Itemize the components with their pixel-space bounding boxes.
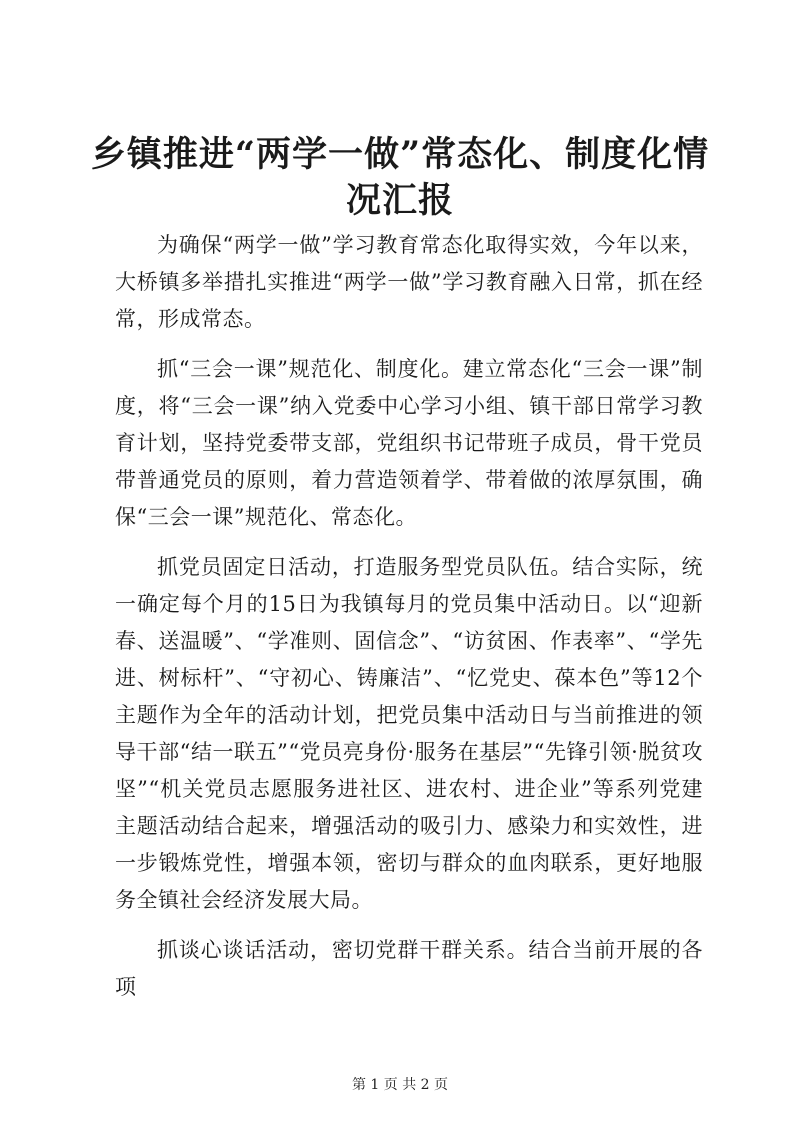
paragraph-intro: 为确保“两学一做”学习教育常态化取得实效，今年以来，大桥镇多举措扎实推进“两学一做”学习教育融入日常，抓在经常，形成常态。 (115, 233, 703, 331)
document-title: 乡镇推进“两学一做”常态化、制度化情况汇报 (90, 134, 710, 221)
paragraph-three-meetings: 抓“三会一课”规范化、制度化。建立常态化“三会一课”制度，将“三会一课”纳入党委中心学习小组、镇干部日常学习教育计划，坚持党委带支部，党组织书记带班子成员，骨干党员带普通党员的原则，着力营造领着学、带着做的浓厚氛围，确保“三会一课”规范化、常态化。 (115, 357, 703, 529)
paragraph-party-day: 抓党员固定日活动，打造服务型党员队伍。结合实际，统一确定每个月的15日为我镇每月的党员集中活动日。以“迎新春、送温暖”、“学准则、固信念”、“访贫困、作表率”、“学先进、树标杆”、“守初心、铸廉洁”、“忆党史、葆本色”等12个主题作为全年的活动计划，把党员集中活动日与当前推进的领导干部“结一联五”“党员亮身份·服务在基层”“先锋引领·脱贫攻坚”“机关党员志愿服务进社区、进农村、进企业”等系列党建主题活动结合起来，增强活动的吸引力、感染力和实效性，进一步锻炼党性，增强本领，密切与群众的血肉联系，更好地服务全镇社会经济发展大局。 (115, 555, 703, 912)
paragraph-heart-talk: 抓谈心谈话活动，密切党群干群关系。结合当前开展的各项 (115, 938, 703, 999)
document-body (115, 227, 703, 1019)
page-number-footer: 第 1 页 共 2 页 (351, 1077, 449, 1093)
